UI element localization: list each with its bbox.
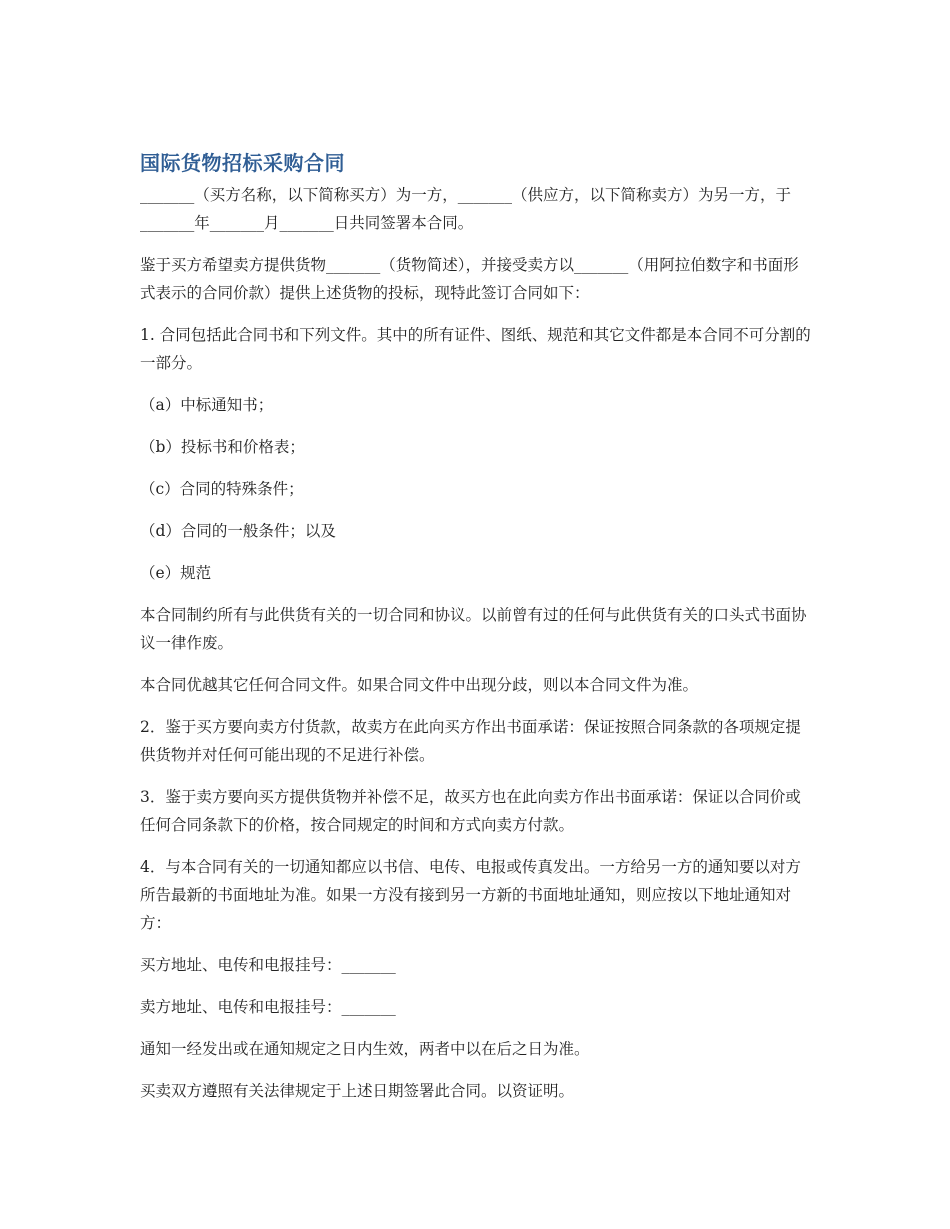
seller-address-line: 卖方地址、电传和电报挂号：_______ (140, 998, 396, 1016)
paragraph-precedence: 本合同优越其它任何合同文件。如果合同文件中出现分歧，则以本合同文件为准。 (140, 676, 699, 694)
document-page (140, 148, 812, 1119)
paragraph-notice-effective: 通知一经发出或在通知规定之日内生效，两者中以在后之日为准。 (140, 1040, 590, 1058)
paragraph-parties: _______（买方名称，以下简称买方）为一方，_______（供应方，以下简称卖方）为另一方，于_______年_______月_______日共同签署本合同。 (140, 186, 792, 232)
list-item-c: （c）合同的特殊条件； (140, 480, 304, 498)
list-item-b: （b）投标书和价格表； (140, 438, 305, 456)
list-item-a: （a）中标通知书； (140, 396, 274, 414)
buyer-address-line: 买方地址、电传和电报挂号：_______ (140, 956, 396, 974)
list-item-d: （d）合同的一般条件；以及 (140, 522, 336, 540)
paragraph-recital: 鉴于买方希望卖方提供货物_______（货物简述），并接受卖方以_______（用阿拉伯数字和书面形式表示的合同价款）提供上述货物的投标，现特此签订合同如下： (140, 256, 799, 302)
paragraph-clause-2: 2．鉴于买方要向卖方付货款，故卖方在此向买方作出书面承诺：保证按照合同条款的各项规定提供货物并对任何可能出现的不足进行补偿。 (140, 718, 801, 764)
paragraph-clause-1: 1. 合同包括此合同书和下列文件。其中的所有证件、图纸、规范和其它文件都是本合同不可分割的一部分。 (140, 326, 811, 372)
paragraph-supersede: 本合同制约所有与此供货有关的一切合同和协议。以前曾有过的任何与此供货有关的口头式书面协议一律作废。 (140, 606, 807, 652)
list-item-e: （e）规范 (140, 564, 212, 582)
document-title: 国际货物招标采购合同 (140, 151, 345, 175)
paragraph-clause-4: 4．与本合同有关的一切通知都应以书信、电传、电报或传真发出。一方给另一方的通知要以对方所告最新的书面地址为准。如果一方没有接到另一方新的书面地址通知，则应按以下地址通知对方： (140, 858, 801, 932)
paragraph-clause-3: 3．鉴于卖方要向买方提供货物并补偿不足，故买方也在此向卖方作出书面承诺：保证以合同价或任何合同条款下的价格，按合同规定的时间和方式向卖方付款。 (140, 788, 801, 834)
paragraph-signing: 买卖双方遵照有关法律规定于上述日期签署此合同。以资证明。 (140, 1082, 575, 1100)
